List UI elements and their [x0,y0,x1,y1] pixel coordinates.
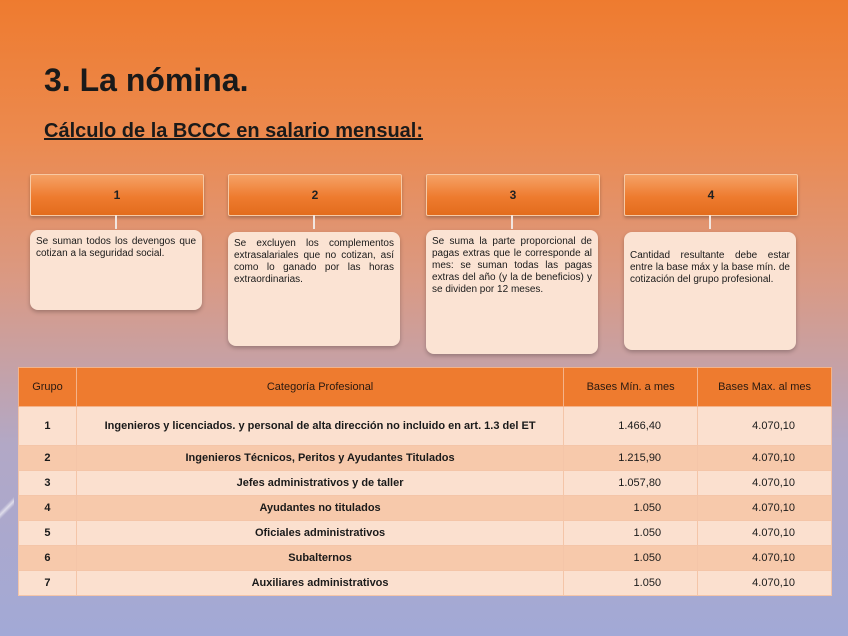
cell-grupo: 3 [19,471,77,496]
step-1-connector [115,215,117,229]
header-base-max: Bases Max. al mes [698,368,832,407]
cell-categoria: Ayudantes no titulados [76,496,563,521]
cell-grupo: 1 [19,407,77,446]
cell-categoria: Oficiales administrativos [76,521,563,546]
table-row [19,446,832,471]
cell-base-max: 4.070,10 [698,571,832,596]
step-2-box: Se excluyen los complementos extrasalariales que no cotizan, así como lo ganado por las horas extraordinarias. [228,232,400,346]
cell-base-min: 1.050 [564,521,698,546]
cell-grupo: 5 [19,521,77,546]
step-3-connector [511,215,513,229]
step-3-header: 3 [426,174,600,216]
cell-base-max: 4.070,10 [698,546,832,571]
step-1-header: 1 [30,174,204,216]
step-1-box: Se suman todos los devengos que cotizan a la seguridad social. [30,230,202,310]
step-4-box: Cantidad resultante debe estar entre la base máx y la base mín. de cotización del grupo profesional. [624,232,796,350]
cell-base-max: 4.070,10 [698,471,832,496]
header-base-min: Bases Mín. a mes [564,368,698,407]
table-row [19,571,832,596]
cell-categoria: Ingenieros Técnicos, Peritos y Ayudantes Titulados [76,446,563,471]
header-categoria: Categoría Profesional [76,368,563,407]
cell-grupo: 4 [19,496,77,521]
cell-categoria: Auxiliares administrativos [76,571,563,596]
step-4-connector [709,215,711,229]
table-row [19,521,832,546]
cell-categoria: Ingenieros y licenciados. y personal de alta dirección no incluido en art. 1.3 del ET [76,407,563,446]
cell-base-max: 4.070,10 [698,446,832,471]
table-row [19,471,832,496]
table-row [19,546,832,571]
cell-categoria: Jefes administrativos y de taller [76,471,563,496]
cell-base-min: 1.057,80 [564,471,698,496]
cell-base-min: 1.050 [564,546,698,571]
slide-title: 3. La nómina. [44,62,249,98]
cell-categoria: Subalternos [76,546,563,571]
cell-grupo: 2 [19,446,77,471]
cell-base-max: 4.070,10 [698,496,832,521]
cell-base-min: 1.050 [564,571,698,596]
cell-base-max: 4.070,10 [698,407,832,446]
table-row [19,407,832,446]
table-header-row [19,368,832,407]
table-row [19,496,832,521]
cotizacion-table [18,367,832,596]
cell-base-min: 1.215,90 [564,446,698,471]
cell-grupo: 7 [19,571,77,596]
step-2-header: 2 [228,174,402,216]
step-4-header: 4 [624,174,798,216]
slide-subtitle: Cálculo de la BCCC en salario mensual: [44,120,423,142]
header-grupo: Grupo [19,368,77,407]
step-2-connector [313,215,315,229]
cell-base-min: 1.466,40 [564,407,698,446]
cell-base-max: 4.070,10 [698,521,832,546]
step-3-box: Se suma la parte proporcional de pagas extras que le corresponde al mes: se suman todas las pagas extras del año (y la de beneficios) y se dividen por 12 meses. [426,230,598,354]
cell-base-min: 1.050 [564,496,698,521]
cell-grupo: 6 [19,546,77,571]
decorative-chevron [0,468,14,548]
